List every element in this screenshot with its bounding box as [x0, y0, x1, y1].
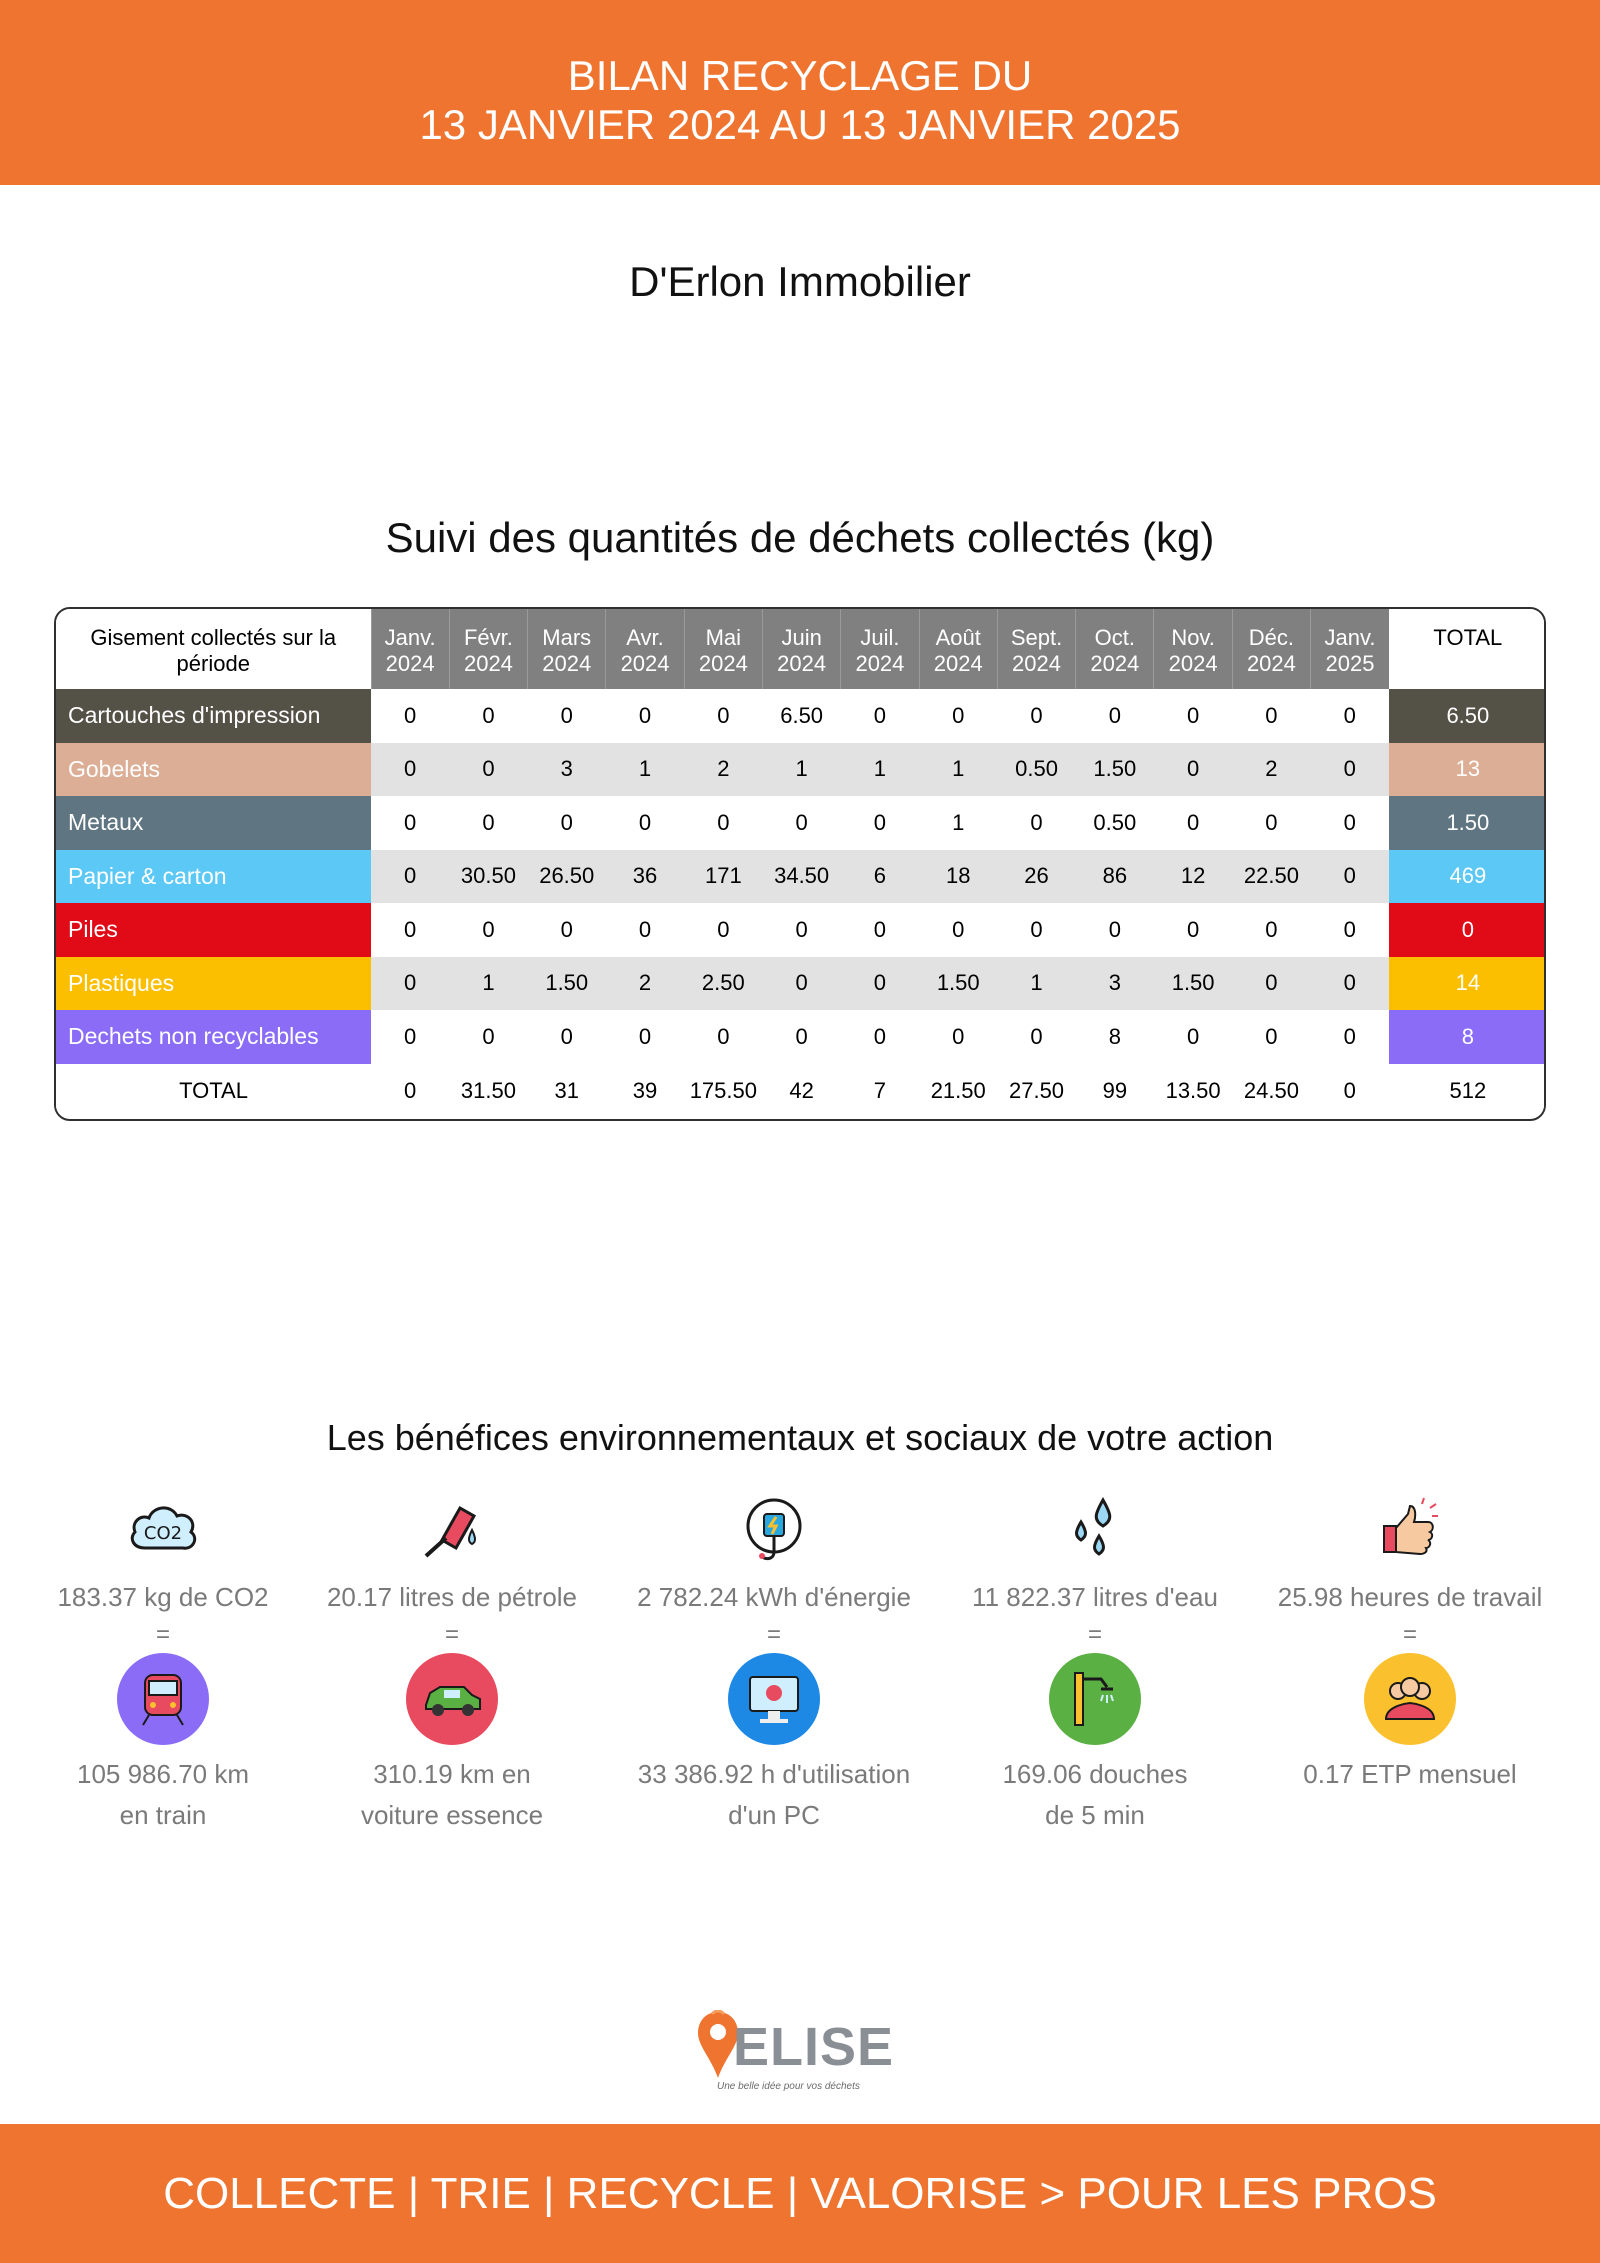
- grand-total-cell: 512: [1389, 1064, 1546, 1118]
- header-title-line1: BILAN RECYCLAGE DU: [567, 52, 1033, 99]
- month-year: 2024: [698, 651, 748, 676]
- table-cell: 0: [684, 1010, 762, 1064]
- table-cell: 0: [528, 796, 606, 850]
- table-cell: 1.50: [1076, 743, 1154, 797]
- table-cell: 0: [1154, 1010, 1232, 1064]
- benefit-quantity: 11 822.37 litres d'eau: [972, 1582, 1218, 1612]
- equivalent-line2: voiture essence: [360, 1800, 544, 1830]
- category-total-cell: 6.50: [1389, 689, 1546, 743]
- table-cell: 1.50: [919, 957, 997, 1011]
- benefits-section-title: Les bénéfices environnementaux et sociaux de votre action: [326, 1417, 1274, 1458]
- month-header-7: [919, 609, 997, 689]
- table-cell: 0: [449, 903, 527, 957]
- category-label: Dechets non recyclables: [56, 1010, 371, 1064]
- category-total-cell: 8: [1389, 1010, 1546, 1064]
- month-name: Sept.: [1010, 625, 1063, 650]
- table-cell: 26.50: [528, 850, 606, 904]
- month-year: 2024: [620, 651, 670, 676]
- logo-wordmark: ELISE: [733, 2017, 895, 2077]
- month-year: 2024: [1168, 651, 1218, 676]
- table-cell: 34.50: [762, 850, 840, 904]
- waste-table: [56, 609, 1546, 1118]
- table-cell: 0: [1232, 796, 1310, 850]
- company-name: D'Erlon Immobilier: [629, 258, 971, 305]
- thumbs-up-icon: [1370, 1490, 1450, 1570]
- table-cell: 0: [1232, 903, 1310, 957]
- table-row: [56, 957, 1546, 1011]
- table-cell: 6.50: [762, 689, 840, 743]
- month-header-4: [684, 609, 762, 689]
- month-name: Oct.: [1094, 625, 1135, 650]
- month-name: Juil.: [860, 625, 900, 650]
- table-cell: 0: [1311, 903, 1389, 957]
- table-cell: 0: [1076, 689, 1154, 743]
- table-cell: 0: [449, 796, 527, 850]
- equivalent-line1: 310.19 km en: [373, 1759, 531, 1789]
- month-year: 2024: [1090, 651, 1140, 676]
- table-cell: 0: [449, 743, 527, 797]
- month-name: Janv.: [1324, 625, 1376, 650]
- table-cell: 0: [1076, 903, 1154, 957]
- table-cell: 26: [997, 850, 1075, 904]
- benefit-equivalent: [614, 1754, 934, 1836]
- table-cell: 1: [449, 957, 527, 1011]
- equals-sign: =: [766, 1621, 781, 1648]
- month-year: 2024: [1246, 651, 1296, 676]
- table-cell: 1: [997, 957, 1075, 1011]
- total-row-cell: 27.50: [997, 1064, 1075, 1118]
- equals-sign: =: [444, 1621, 459, 1648]
- table-cell: 3: [528, 743, 606, 797]
- table-row: [56, 903, 1546, 957]
- header-title-line2: 13 JANVIER 2024 AU 13 JANVIER 2025: [419, 101, 1181, 148]
- month-name: Nov.: [1171, 625, 1215, 650]
- table-cell: 0: [1311, 1010, 1389, 1064]
- table-cell: 0.50: [997, 743, 1075, 797]
- month-year: 2024: [855, 651, 905, 676]
- table-cell: 0: [371, 957, 449, 1011]
- table-cell: 0: [919, 1010, 997, 1064]
- table-section-title: Suivi des quantités de déchets collectés (kg): [385, 514, 1215, 561]
- month-name: Août: [935, 625, 981, 650]
- table-cell: 0: [449, 1010, 527, 1064]
- category-label: Metaux: [56, 796, 371, 850]
- category-total-cell: 0: [1389, 903, 1546, 957]
- month-year: 2024: [777, 651, 827, 676]
- benefit-equivalent: [1250, 1754, 1570, 1795]
- category-label: Piles: [56, 903, 371, 957]
- table-cell: 0: [528, 1010, 606, 1064]
- total-row-cell: 24.50: [1232, 1064, 1310, 1118]
- table-cell: 0: [371, 689, 449, 743]
- equals-sign: =: [1087, 1621, 1102, 1648]
- category-total-cell: 14: [1389, 957, 1546, 1011]
- total-row-cell: 175.50: [684, 1064, 762, 1118]
- table-row: [56, 850, 1546, 904]
- table-cell: 0: [841, 1010, 919, 1064]
- table-cell: 0: [371, 1010, 449, 1064]
- month-year: 2024: [1012, 651, 1061, 676]
- month-name: Juin: [781, 625, 822, 650]
- table-cell: 2: [1232, 743, 1310, 797]
- equals-sign: =: [1402, 1621, 1417, 1648]
- total-row-cell: 7: [841, 1064, 919, 1118]
- equals-sign: =: [155, 1621, 170, 1648]
- month-year: 2025: [1325, 651, 1375, 676]
- table-row: [56, 743, 1546, 797]
- table-cell: 0: [1311, 850, 1389, 904]
- month-header-9: [1076, 609, 1154, 689]
- table-cell: 0: [606, 689, 684, 743]
- table-cell: 1: [762, 743, 840, 797]
- total-row-cell: 31: [528, 1064, 606, 1118]
- benefit-quantity: 183.37 kg de CO2: [57, 1582, 269, 1612]
- waste-table-container: [54, 607, 1546, 1121]
- table-cell: 22.50: [1232, 850, 1310, 904]
- table-cell: 0: [1154, 796, 1232, 850]
- month-name: Janv.: [384, 625, 436, 650]
- total-row-label: TOTAL: [56, 1064, 371, 1118]
- fuel-nozzle-icon: [412, 1490, 492, 1570]
- table-cell: 2: [684, 743, 762, 797]
- table-cell: 0: [528, 903, 606, 957]
- table-cell: 0.50: [1076, 796, 1154, 850]
- total-row-cell: 39: [606, 1064, 684, 1118]
- month-name: Déc.: [1248, 625, 1295, 650]
- month-header-8: [997, 609, 1075, 689]
- table-total-row: [56, 1064, 1546, 1118]
- category-label: Cartouches d'impression: [56, 689, 371, 743]
- month-year: 2024: [933, 651, 983, 676]
- table-cell: 0: [371, 743, 449, 797]
- table-cell: 86: [1076, 850, 1154, 904]
- table-cell: 0: [371, 850, 449, 904]
- page-header: [0, 0, 1600, 185]
- table-cell: 6: [841, 850, 919, 904]
- benefit-equivalent: [292, 1754, 612, 1836]
- category-label: Plastiques: [56, 957, 371, 1011]
- table-cell: 0: [606, 796, 684, 850]
- table-cell: 0: [841, 957, 919, 1011]
- table-cell: 0: [371, 903, 449, 957]
- table-row: [56, 689, 1546, 743]
- table-cell: 0: [997, 1010, 1075, 1064]
- equivalent-line1: 0.17 ETP mensuel: [1303, 1759, 1517, 1789]
- table-cell: 0: [841, 689, 919, 743]
- table-cell: 0: [1232, 957, 1310, 1011]
- table-cell: 0: [1311, 796, 1389, 850]
- table-cell: 18: [919, 850, 997, 904]
- team-icon: [1364, 1653, 1456, 1745]
- table-cell: 0: [919, 903, 997, 957]
- equivalent-line1: 105 986.70 km: [76, 1759, 249, 1789]
- car-icon: [406, 1653, 498, 1745]
- total-row-cell: 99: [1076, 1064, 1154, 1118]
- computer-icon: [728, 1653, 820, 1745]
- month-header-1: [449, 609, 527, 689]
- category-total-cell: 469: [1389, 850, 1546, 904]
- water-drops-icon: [1055, 1490, 1135, 1570]
- shower-icon: [1049, 1653, 1141, 1745]
- table-row: [56, 1010, 1546, 1064]
- table-cell: 0: [997, 796, 1075, 850]
- table-cell: 0: [684, 903, 762, 957]
- month-header-10: [1154, 609, 1232, 689]
- header-label-cell: Gisement collectés sur la période: [56, 609, 371, 689]
- month-header-12: [1311, 609, 1389, 689]
- table-cell: 12: [1154, 850, 1232, 904]
- month-header-6: [841, 609, 919, 689]
- table-cell: 1.50: [1154, 957, 1232, 1011]
- month-header-2: [528, 609, 606, 689]
- table-cell: 0: [762, 957, 840, 1011]
- month-year: 2024: [385, 651, 435, 676]
- equivalent-line1: 169.06 douches: [1002, 1759, 1188, 1789]
- energy-plug-icon: [734, 1490, 814, 1570]
- table-cell: 3: [1076, 957, 1154, 1011]
- equivalent-line2: d'un PC: [728, 1800, 820, 1830]
- table-cell: 0: [919, 689, 997, 743]
- table-cell: 0: [997, 903, 1075, 957]
- table-cell: 1: [919, 796, 997, 850]
- table-cell: 0: [606, 1010, 684, 1064]
- logo-tagline: Une belle idée pour vos déchets: [717, 2081, 860, 2092]
- table-cell: 2: [606, 957, 684, 1011]
- table-cell: 0: [1311, 957, 1389, 1011]
- table-cell: 0: [1311, 689, 1389, 743]
- table-cell: 0: [606, 903, 684, 957]
- total-row-cell: 21.50: [919, 1064, 997, 1118]
- total-row-cell: 42: [762, 1064, 840, 1118]
- table-cell: 0: [1154, 903, 1232, 957]
- table-row: [56, 796, 1546, 850]
- table-cell: 0: [449, 689, 527, 743]
- table-cell: 0: [762, 1010, 840, 1064]
- elise-logo: [695, 2010, 910, 2100]
- table-cell: 0: [997, 689, 1075, 743]
- table-cell: 0: [1232, 1010, 1310, 1064]
- month-header-5: [762, 609, 840, 689]
- month-year: 2024: [463, 651, 513, 676]
- table-cell: 1: [841, 743, 919, 797]
- table-cell: 0: [841, 903, 919, 957]
- total-row-cell: 0: [371, 1064, 449, 1118]
- table-cell: 0: [1232, 689, 1310, 743]
- benefit-quantity: 25.98 heures de travail: [1277, 1582, 1543, 1612]
- co2-cloud-icon: [123, 1490, 203, 1570]
- month-year: 2024: [542, 651, 592, 676]
- table-body: [56, 689, 1546, 1064]
- table-cell: 1: [919, 743, 997, 797]
- table-cell: 0: [762, 796, 840, 850]
- table-cell: 1.50: [528, 957, 606, 1011]
- month-header-0: [371, 609, 449, 689]
- table-cell: 0: [762, 903, 840, 957]
- equivalent-line2: en train: [119, 1800, 207, 1830]
- table-cell: 8: [1076, 1010, 1154, 1064]
- benefit-equivalent: [3, 1754, 323, 1836]
- table-header-row: [56, 609, 1546, 689]
- table-cell: 36: [606, 850, 684, 904]
- table-cell: 0: [684, 796, 762, 850]
- table-cell: 171: [684, 850, 762, 904]
- category-total-cell: 13: [1389, 743, 1546, 797]
- table-cell: 0: [528, 689, 606, 743]
- benefit-equivalent: [935, 1754, 1255, 1836]
- equivalent-line1: 33 386.92 h d'utilisation: [637, 1759, 911, 1789]
- table-cell: 0: [684, 689, 762, 743]
- month-name: Mars: [542, 625, 592, 650]
- month-header-11: [1232, 609, 1310, 689]
- total-header: TOTAL: [1389, 609, 1546, 689]
- category-label: Gobelets: [56, 743, 371, 797]
- total-row-cell: 31.50: [449, 1064, 527, 1118]
- benefits-grid: [0, 1480, 1600, 1840]
- total-row-cell: 13.50: [1154, 1064, 1232, 1118]
- benefit-quantity: 2 782.24 kWh d'énergie: [637, 1582, 911, 1612]
- page-footer: COLLECTE | TRIE | RECYCLE | VALORISE > POUR LES PROS: [0, 2124, 1600, 2263]
- month-name: Févr.: [463, 625, 513, 650]
- table-cell: 2.50: [684, 957, 762, 1011]
- benefit-quantity: 20.17 litres de pétrole: [326, 1582, 578, 1612]
- month-header-3: [606, 609, 684, 689]
- table-cell: 30.50: [449, 850, 527, 904]
- table-cell: 0: [371, 796, 449, 850]
- category-total-cell: 1.50: [1389, 796, 1546, 850]
- total-row-cell: 0: [1311, 1064, 1389, 1118]
- table-cell: 0: [1154, 689, 1232, 743]
- table-cell: 1: [606, 743, 684, 797]
- train-icon: [117, 1653, 209, 1745]
- svg-text:CO2: CO2: [143, 1523, 183, 1544]
- equivalent-line2: de 5 min: [1045, 1800, 1145, 1830]
- category-label: Papier & carton: [56, 850, 371, 904]
- table-cell: 0: [1311, 743, 1389, 797]
- table-cell: 0: [841, 796, 919, 850]
- month-name: Avr.: [626, 625, 664, 650]
- month-name: Mai: [705, 625, 742, 650]
- table-cell: 0: [1154, 743, 1232, 797]
